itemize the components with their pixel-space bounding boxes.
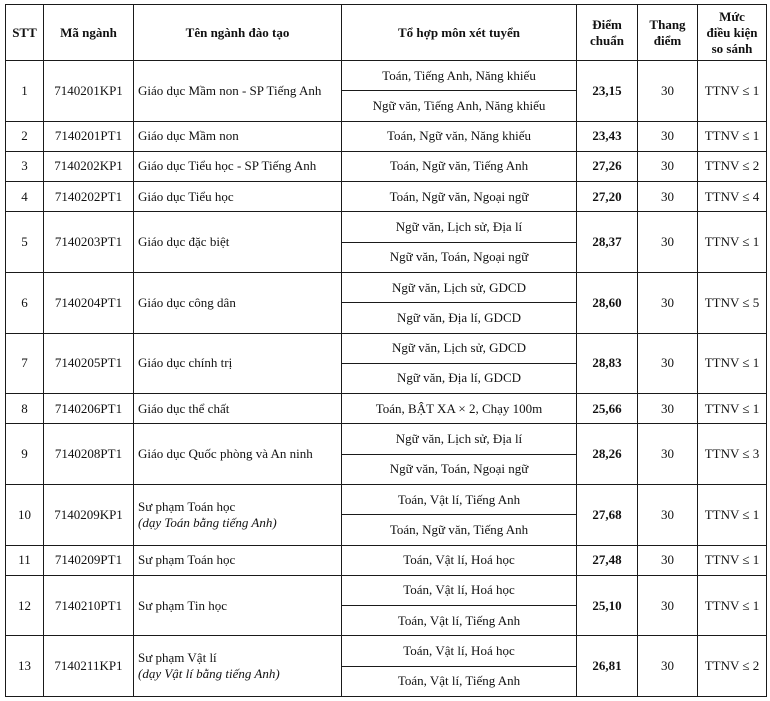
- score-scale: 30: [638, 151, 698, 181]
- comparison-condition: TTNV ≤ 1: [698, 484, 767, 545]
- comparison-condition: TTNV ≤ 1: [698, 61, 767, 122]
- score-scale: 30: [638, 212, 698, 273]
- program-name: Giáo dục đặc biệt: [138, 234, 230, 250]
- program-name: Giáo dục Mầm non: [138, 128, 239, 144]
- program-name-cell: [134, 121, 342, 151]
- score-scale: 30: [638, 182, 698, 212]
- cutoff-score: 23,15: [577, 61, 638, 122]
- table-row: [6, 394, 767, 424]
- header-score-line1: Điểm: [592, 16, 622, 32]
- score-scale: 30: [638, 545, 698, 575]
- header-condition: [698, 5, 767, 61]
- program-name-cell: [134, 636, 342, 697]
- program-code: 7140203PT1: [44, 212, 134, 273]
- program-code: 7140210PT1: [44, 575, 134, 636]
- program-name-cell: [134, 182, 342, 212]
- comparison-condition: TTNV ≤ 5: [698, 272, 767, 333]
- comparison-condition: TTNV ≤ 1: [698, 394, 767, 424]
- score-scale: 30: [638, 121, 698, 151]
- program-code: 7140204PT1: [44, 272, 134, 333]
- program-code: 7140201KP1: [44, 61, 134, 122]
- table-row: [6, 424, 767, 454]
- subject-combination: Toán, Ngữ văn, Tiếng Anh: [342, 515, 577, 545]
- header-code: Mã ngành: [44, 5, 134, 61]
- subject-combination: Ngữ văn, Địa lí, GDCD: [342, 303, 577, 333]
- row-stt: 8: [6, 394, 44, 424]
- program-name: Giáo dục thể chất: [138, 400, 230, 416]
- subject-combination: Toán, Ngữ văn, Năng khiếu: [342, 121, 577, 151]
- subject-combination: Toán, BẬT XA × 2, Chạy 100m: [342, 394, 577, 424]
- score-scale: 30: [638, 484, 698, 545]
- cutoff-score: 28,26: [577, 424, 638, 485]
- score-scale: 30: [638, 61, 698, 122]
- table-row: [6, 333, 767, 363]
- subject-combination: Toán, Vật lí, Hoá học: [342, 636, 577, 666]
- header-name: Tên ngành đào tạo: [134, 5, 342, 61]
- comparison-condition: TTNV ≤ 3: [698, 424, 767, 485]
- score-scale: 30: [638, 575, 698, 636]
- row-stt: 1: [6, 61, 44, 122]
- header-cond-line1: Mức: [719, 8, 745, 24]
- table-row: [6, 575, 767, 605]
- program-name: Giáo dục công dân: [138, 294, 236, 310]
- header-cond-line2: điều kiện: [706, 24, 758, 40]
- comparison-condition: TTNV ≤ 1: [698, 212, 767, 273]
- program-name-cell: [134, 575, 342, 636]
- header-row: [6, 5, 767, 61]
- subject-combination: Toán, Ngữ văn, Ngoại ngữ: [342, 182, 577, 212]
- program-code: 7140205PT1: [44, 333, 134, 394]
- program-name-cell: [134, 333, 342, 394]
- program-code: 7140206PT1: [44, 394, 134, 424]
- header-score: [577, 5, 638, 61]
- program-code: 7140209KP1: [44, 484, 134, 545]
- subject-combination: Ngữ văn, Tiếng Anh, Năng khiếu: [342, 91, 577, 121]
- table-body: [6, 61, 767, 697]
- comparison-condition: TTNV ≤ 1: [698, 121, 767, 151]
- cutoff-score: 27,26: [577, 151, 638, 181]
- program-name: Sư phạm Vật lí: [138, 650, 217, 666]
- table-row: [6, 484, 767, 514]
- score-scale: 30: [638, 272, 698, 333]
- program-name-cell: [134, 61, 342, 122]
- subject-combination: Ngữ văn, Lịch sử, GDCD: [342, 272, 577, 302]
- header-score-line2: chuẩn: [590, 32, 624, 48]
- cutoff-score: 25,10: [577, 575, 638, 636]
- row-stt: 7: [6, 333, 44, 394]
- header-combo: Tổ hợp môn xét tuyển: [342, 5, 577, 61]
- header-scale-line1: Thang: [649, 16, 686, 32]
- program-name: Giáo dục Quốc phòng và An ninh: [138, 446, 313, 462]
- program-code: 7140211KP1: [44, 636, 134, 697]
- row-stt: 13: [6, 636, 44, 697]
- cutoff-score: 28,37: [577, 212, 638, 273]
- row-stt: 10: [6, 484, 44, 545]
- program-note: (dạy Vật lí bằng tiếng Anh): [138, 666, 280, 682]
- subject-combination: Ngữ văn, Lịch sử, GDCD: [342, 333, 577, 363]
- score-scale: 30: [638, 333, 698, 394]
- program-name: Giáo dục Mầm non - SP Tiếng Anh: [138, 82, 322, 98]
- program-name-cell: [134, 394, 342, 424]
- program-name-cell: [134, 151, 342, 181]
- subject-combination: Toán, Vật lí, Hoá học: [342, 545, 577, 575]
- subject-combination: Toán, Vật lí, Hoá học: [342, 575, 577, 605]
- cutoff-score: 28,83: [577, 333, 638, 394]
- subject-combination: Ngữ văn, Lịch sử, Địa lí: [342, 212, 577, 242]
- header-scale: [638, 5, 698, 61]
- program-name-cell: [134, 212, 342, 273]
- cutoff-score: 27,48: [577, 545, 638, 575]
- cutoff-score: 23,43: [577, 121, 638, 151]
- score-scale: 30: [638, 636, 698, 697]
- program-name-cell: [134, 272, 342, 333]
- cutoff-score: 26,81: [577, 636, 638, 697]
- row-stt: 2: [6, 121, 44, 151]
- program-code: 7140202KP1: [44, 151, 134, 181]
- program-code: 7140208PT1: [44, 424, 134, 485]
- comparison-condition: TTNV ≤ 2: [698, 151, 767, 181]
- header-stt: STT: [6, 5, 44, 61]
- cutoff-score: 27,68: [577, 484, 638, 545]
- program-code: 7140209PT1: [44, 545, 134, 575]
- comparison-condition: TTNV ≤ 1: [698, 545, 767, 575]
- program-name: Sư phạm Toán học: [138, 552, 236, 568]
- subject-combination: Toán, Tiếng Anh, Năng khiếu: [342, 61, 577, 91]
- table-row: [6, 182, 767, 212]
- cutoff-score: 28,60: [577, 272, 638, 333]
- row-stt: 11: [6, 545, 44, 575]
- table-row: [6, 545, 767, 575]
- program-code: 7140202PT1: [44, 182, 134, 212]
- header-scale-line2: điểm: [653, 32, 682, 48]
- row-stt: 5: [6, 212, 44, 273]
- score-scale: 30: [638, 394, 698, 424]
- subject-combination: Toán, Vật lí, Tiếng Anh: [342, 606, 577, 636]
- program-name: Giáo dục chính trị: [138, 355, 233, 371]
- table-row: [6, 121, 767, 151]
- subject-combination: Toán, Vật lí, Tiếng Anh: [342, 666, 577, 696]
- subject-combination: Ngữ văn, Lịch sử, Địa lí: [342, 424, 577, 454]
- table-row: [6, 272, 767, 302]
- cutoff-score: 27,20: [577, 182, 638, 212]
- comparison-condition: TTNV ≤ 2: [698, 636, 767, 697]
- table-row: [6, 212, 767, 242]
- comparison-condition: TTNV ≤ 1: [698, 575, 767, 636]
- program-name: Giáo dục Tiểu học: [138, 188, 234, 204]
- comparison-condition: TTNV ≤ 4: [698, 182, 767, 212]
- program-name: Giáo dục Tiểu học - SP Tiếng Anh: [138, 158, 317, 174]
- subject-combination: Ngữ văn, Địa lí, GDCD: [342, 363, 577, 393]
- subject-combination: Ngữ văn, Toán, Ngoại ngữ: [342, 242, 577, 272]
- program-note: (dạy Toán bằng tiếng Anh): [138, 514, 277, 530]
- row-stt: 3: [6, 151, 44, 181]
- row-stt: 12: [6, 575, 44, 636]
- score-scale: 30: [638, 424, 698, 485]
- program-code: 7140201PT1: [44, 121, 134, 151]
- table-row: [6, 151, 767, 181]
- table-row: [6, 61, 767, 91]
- cutoff-score: 25,66: [577, 394, 638, 424]
- header-cond-line3: so sánh: [711, 40, 753, 56]
- subject-combination: Toán, Vật lí, Tiếng Anh: [342, 484, 577, 514]
- admission-scores-table: [5, 4, 767, 697]
- row-stt: 4: [6, 182, 44, 212]
- program-name-cell: [134, 545, 342, 575]
- program-name: Sư phạm Tin học: [138, 597, 228, 613]
- subject-combination: Ngữ văn, Toán, Ngoại ngữ: [342, 454, 577, 484]
- row-stt: 6: [6, 272, 44, 333]
- comparison-condition: TTNV ≤ 1: [698, 333, 767, 394]
- subject-combination: Toán, Ngữ văn, Tiếng Anh: [342, 151, 577, 181]
- program-name: Sư phạm Toán học: [138, 498, 236, 514]
- program-name-cell: [134, 424, 342, 485]
- program-name-cell: [134, 484, 342, 545]
- row-stt: 9: [6, 424, 44, 485]
- table-row: [6, 636, 767, 666]
